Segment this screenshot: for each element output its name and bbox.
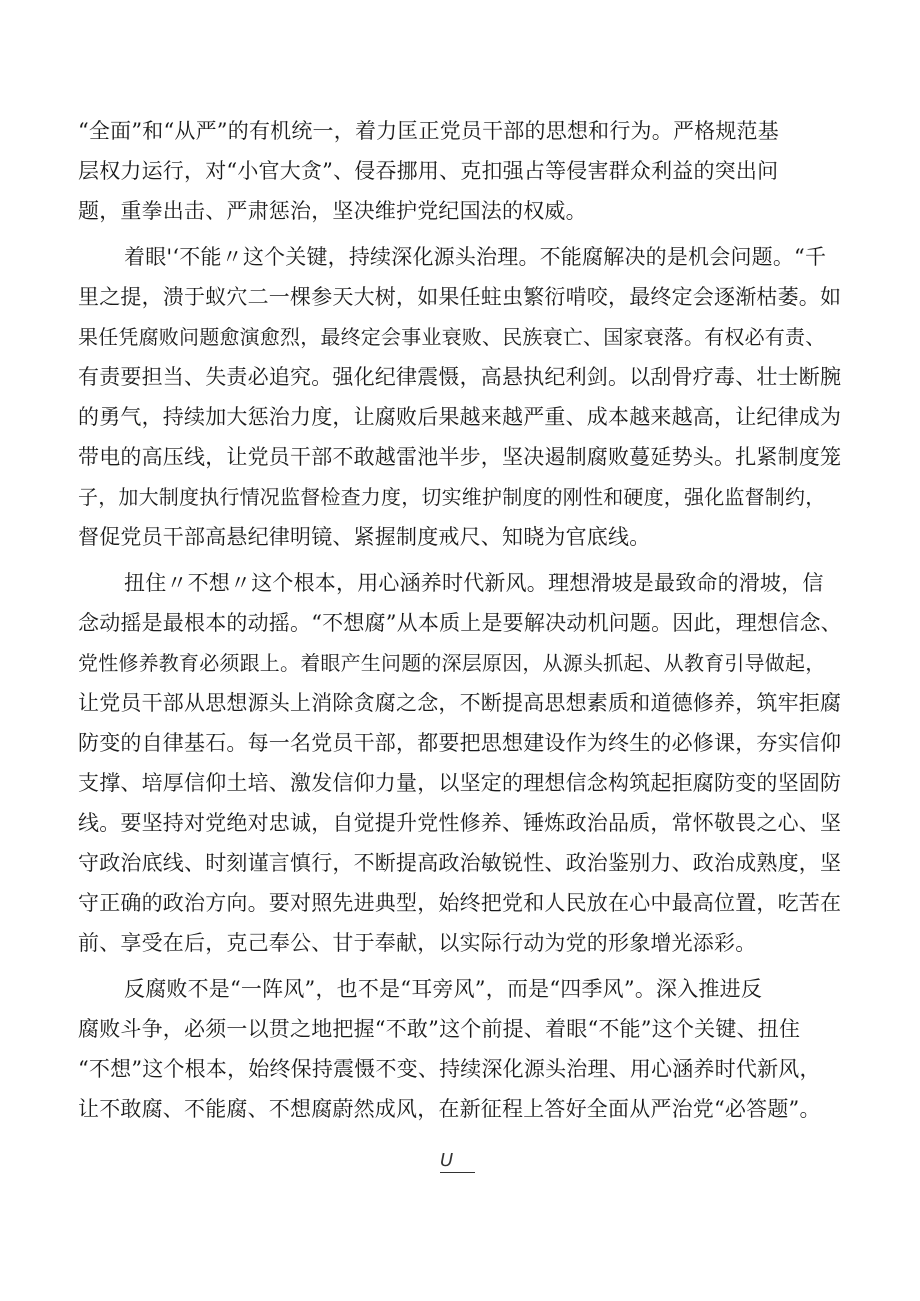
text-line: 守正确的政治方向。要对照先进典型，始终把党和人民放在心中最高位置，吃苦在 (78, 891, 842, 915)
text-line: 防变的自律基石。每一名党员干部，都要把思想建设作为终生的必修课，夯实信仰 (78, 731, 842, 755)
text-line: 子，加大制度执行情况监督检查力度，切实维护制度的刚性和硬度，强化监督制约， (78, 485, 826, 509)
text-line: 线。要坚持对党绝对忠诚，自觉提升党性修养、锤炼政治品质，常怀敬畏之心、坚 (78, 811, 842, 835)
text-line: 让不敢腐、不能腐、不想腐蔚然成风，在新征程上答好全面从严治党“必答题”。 (78, 1097, 821, 1121)
text-line: 腐败斗争，必须一以贯之地把握“不敢”这个前提、着眼“不能”这个关键、扭住 (78, 1017, 801, 1041)
text-line: 着眼'‘不能〃这个关键，持续深化源头治理。不能腐解决的是机会问题。“千 (124, 245, 827, 269)
text-line: 层权力运行，对“小官大贪”、侵吞挪用、克扣强占等侵害群众利益的突出问 (78, 159, 779, 183)
text-line: 果任凭腐败问题愈演愈烈，最终定会事业衰败、民族衰亡、国家衰落。有权必有责、 (78, 325, 826, 349)
text-line: 扭住〃不想〃这个根本，用心涵养时代新风。理想滑坡是最致命的滑坡，信 (124, 571, 824, 595)
text-line: 让党员干部从思想源头上消除贪腐之念，不断提高思想素质和道德修养，筑牢拒腐 (78, 691, 842, 715)
footer-mark: U (440, 1150, 475, 1173)
text-line: 前、享受在后，克己奉公、甘于奉献，以实际行动为党的形象增光添彩。 (78, 931, 757, 955)
text-line: 守政治底线、时刻谨言慎行，不断提高政治敏锐性、政治鉴别力、政治成熟度，坚 (78, 851, 842, 875)
text-line: 题，重拳出击、严肃惩治，坚决维护党纪国法的权威。 (78, 199, 587, 223)
text-line: 的勇气，持续加大惩治力度，让腐败后果越来越严重、成本越来越高，让纪律成为 (78, 405, 842, 429)
text-line: 督促党员干部高悬纪律明镜、紧握制度戒尺、知晓为官底线。 (78, 525, 651, 549)
text-line: “不想”这个根本，始终保持震慑不变、持续深化源头治理、用心涵养时代新风， (78, 1057, 821, 1081)
text-line: 反腐败不是“一阵风”，也不是“耳旁风”，而是“四季风”。深入推进反 (124, 977, 763, 1001)
text-line: 念动摇是最根本的动摇。“不想腐”从本质上是要解决动机问题。因此，理想信念、 (78, 611, 842, 635)
text-line: 党性修养教育必须跟上。着眼产生问题的深层原因，从源头抓起、从教育引导做起， (78, 651, 826, 675)
text-line: 支撑、培厚信仰土培、激发信仰力量，以坚定的理想信念构筑起拒腐防变的坚固防 (78, 771, 842, 795)
text-line: 有责要担当、失责必追究。强化纪律震慑，高悬执纪利剑。以刮骨疗毒、壮士断腕 (78, 365, 842, 389)
text-line: 里之提，溃于蚁穴二一棵参天大树，如果任蛀虫繁衍啃咬，最终定会逐渐枯萎。如 (78, 285, 842, 309)
text-line: 带电的高压线，让党员干部不敢越雷池半步，坚决遏制腐败蔓延势头。扎紧制度笼 (78, 445, 842, 469)
text-line: “全面”和“从严”的有机统一，着力匡正党员干部的思想和行为。严格规范基 (78, 119, 779, 143)
